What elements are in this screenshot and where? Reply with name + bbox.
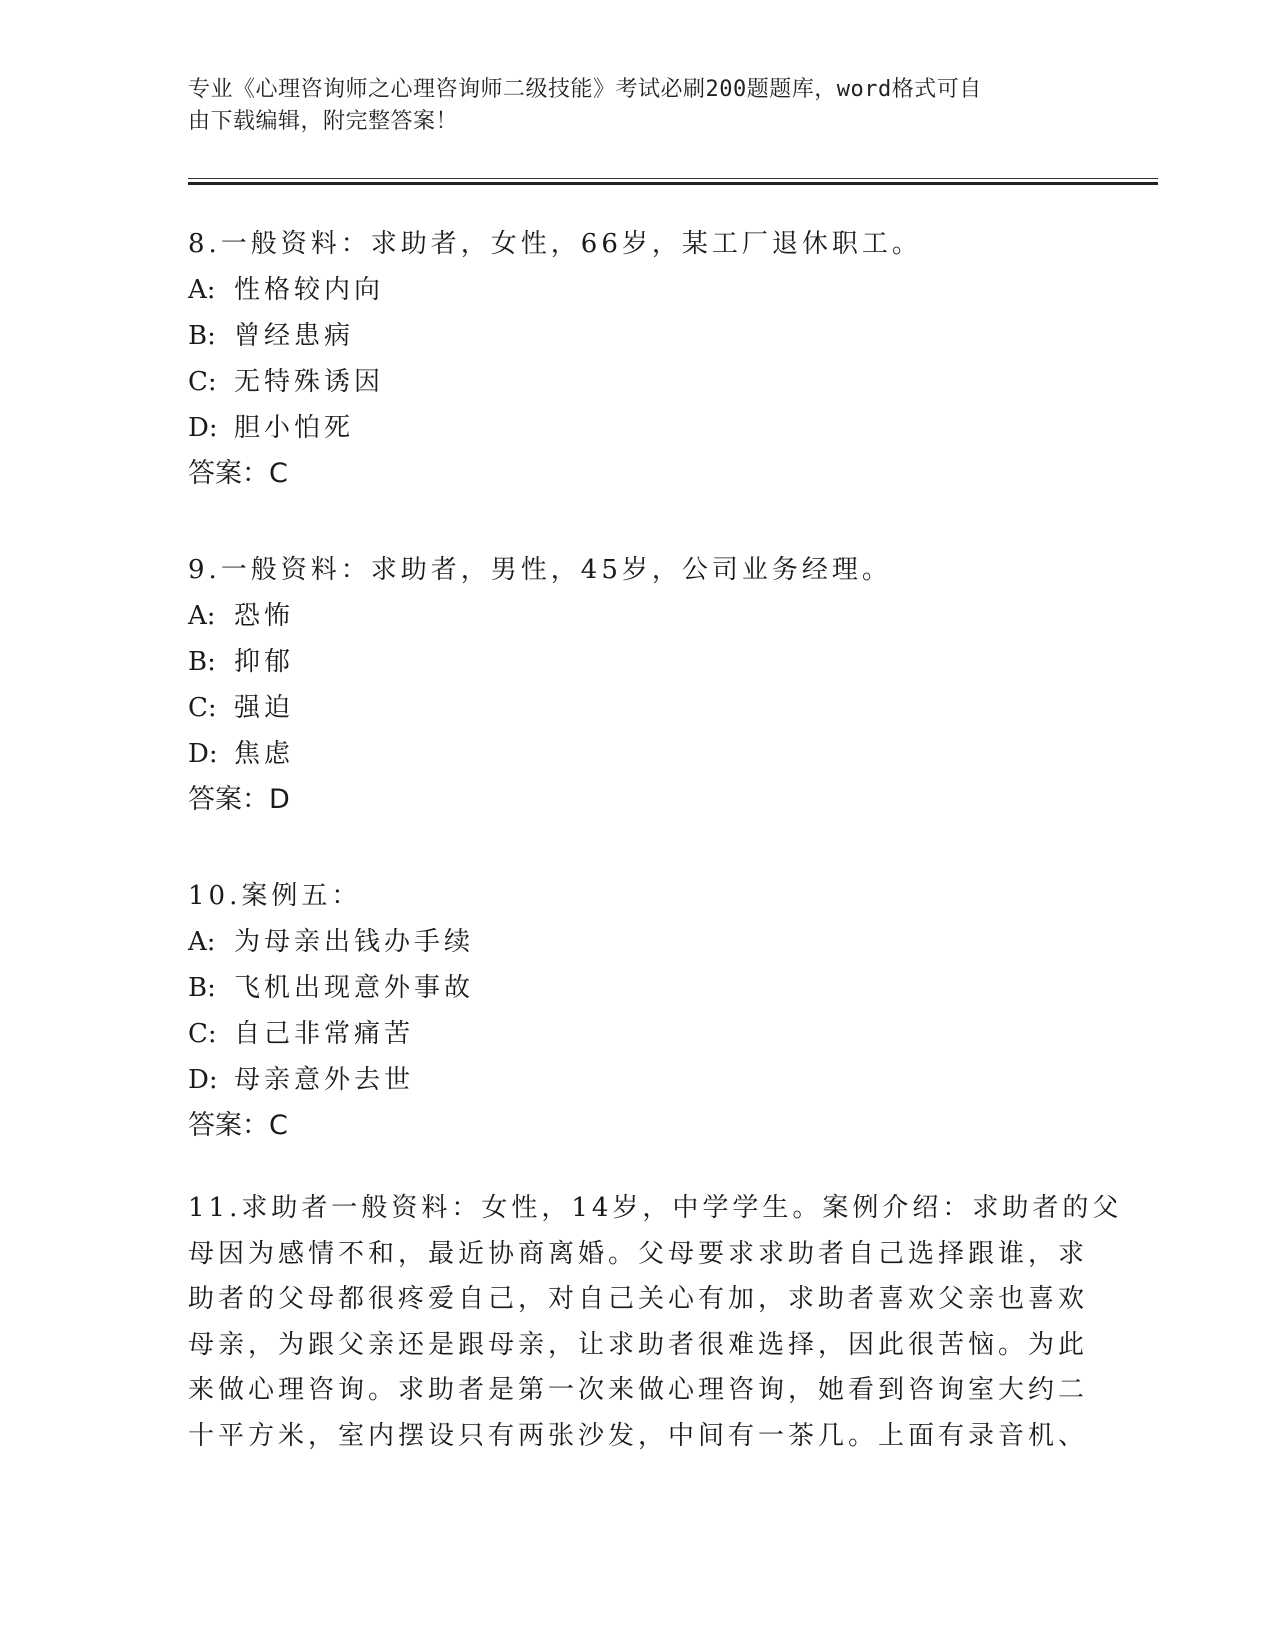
question-10 — [188, 873, 1088, 1149]
question-9 — [188, 547, 1088, 823]
question-8 — [188, 221, 1088, 497]
option-text: 曾经患病 — [234, 321, 355, 351]
option-key: C: — [188, 693, 217, 723]
option-key: C: — [188, 1019, 217, 1049]
paragraph-line: 助者的父母都很疼爱自己，对自己关心有加，求助者喜欢父亲也喜欢 — [188, 1284, 1089, 1314]
option-key: A: — [188, 927, 216, 957]
option-c — [188, 359, 1088, 405]
option-text: 胆小怕死 — [234, 413, 355, 443]
option-key: C: — [188, 367, 217, 397]
option-text: 焦虑 — [234, 739, 295, 769]
question-11-paragraph — [188, 1186, 1123, 1459]
answer-line: 答案：C — [188, 458, 288, 489]
option-text: 自己非常痛苦 — [234, 1019, 415, 1049]
option-text: 恐怖 — [234, 601, 295, 631]
option-c — [188, 1011, 1088, 1057]
header-divider-thin — [188, 178, 1158, 179]
paragraph-line: 十平方米，室内摆设只有两张沙发，中间有一茶几。上面有录音机、 — [188, 1420, 1089, 1451]
question-title: 10.案例五： — [188, 881, 362, 911]
option-text: 为母亲出钱办手续 — [234, 927, 475, 957]
paragraph-line: 母因为感情不和，最近协商离婚。父母要求求助者自己选择跟谁，求 — [188, 1238, 1089, 1269]
option-key: A: — [188, 601, 216, 631]
answer-line: 答案：C — [188, 1110, 288, 1141]
option-c — [188, 685, 1088, 731]
option-b — [188, 313, 1088, 359]
header-divider-thick — [188, 182, 1158, 185]
paragraph-line: 母亲，为跟父亲还是跟母亲，让求助者很难选择，因此很苦恼。为此 — [188, 1329, 1089, 1360]
paragraph-line: 11.求助者一般资料：女性，14岁，中学学生。案例介绍：求助者的父 — [188, 1193, 1123, 1223]
option-text: 飞机出现意外事故 — [234, 973, 475, 1003]
option-text: 性格较内向 — [234, 275, 385, 305]
option-text: 无特殊诱因 — [234, 367, 385, 397]
paragraph-line: 来做心理咨询。求助者是第一次来做心理咨询，她看到咨询室大约二 — [188, 1375, 1089, 1405]
option-text: 抑郁 — [234, 647, 295, 677]
header-line-1: 专业《心理咨询师之心理咨询师二级技能》考试必刷200题题库，word格式可自 — [188, 77, 982, 102]
option-key: D: — [188, 739, 218, 769]
question-title: 8.一般资料：求助者，女性，66岁，某工厂退休职工。 — [188, 229, 922, 259]
option-a — [188, 267, 1088, 313]
option-a — [188, 919, 1088, 965]
option-d — [188, 731, 1088, 777]
option-d — [188, 405, 1088, 451]
header-line-2: 由下载编辑，附完整答案！ — [188, 109, 459, 134]
option-key: B: — [188, 647, 216, 677]
option-key: B: — [188, 321, 216, 351]
question-title: 9.一般资料：求助者，男性，45岁，公司业务经理。 — [188, 555, 892, 585]
document-header — [188, 74, 1068, 138]
option-key: B: — [188, 973, 216, 1003]
option-key: D: — [188, 413, 218, 443]
option-b — [188, 965, 1088, 1011]
option-text: 母亲意外去世 — [234, 1065, 415, 1095]
option-b — [188, 639, 1088, 685]
option-a — [188, 593, 1088, 639]
answer-line: 答案：D — [188, 784, 290, 815]
option-d — [188, 1057, 1088, 1103]
option-text: 强迫 — [234, 693, 295, 723]
option-key: D: — [188, 1065, 218, 1095]
option-key: A: — [188, 275, 216, 305]
